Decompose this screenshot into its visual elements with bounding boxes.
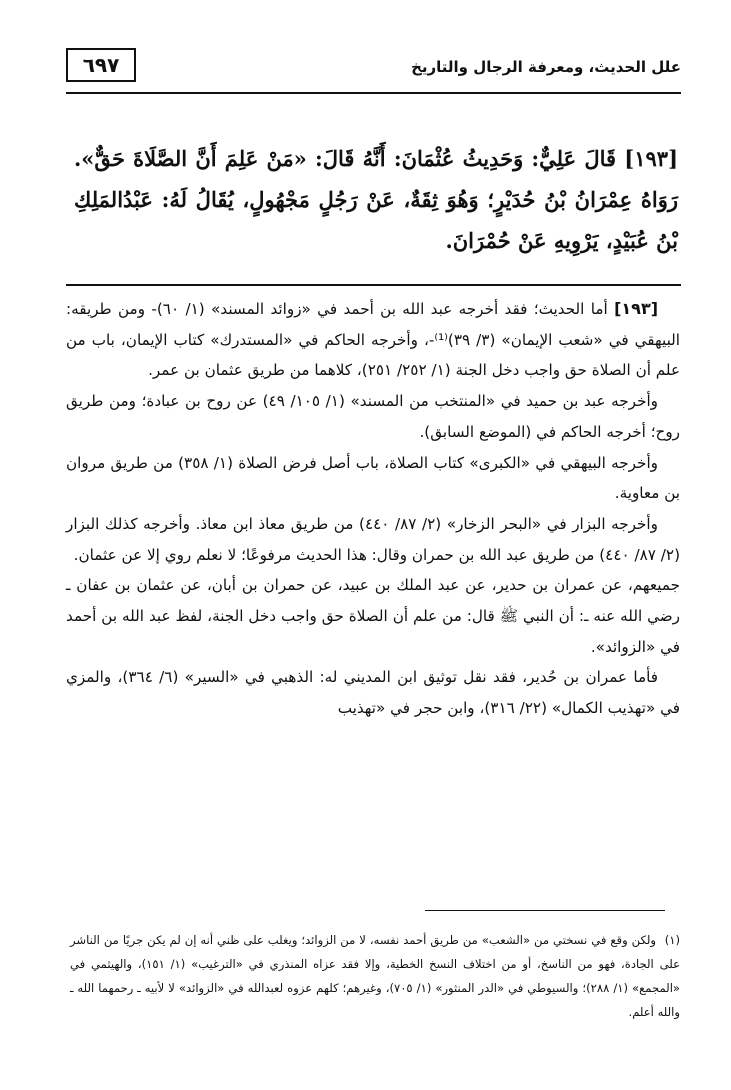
commentary-number: [١٩٣] [614,299,659,318]
commentary-paragraph: وأخرجه البزار في «البحر الزخار» (٢/ ٨٧/ ٤٤٠) من طريق معاذ ابن معاذ. وأخرجه كذلك البزار (٢/ ٨٧/ ٤٤٠) من طريق عبد الله بن حمران وقال: هذا الحديث مرفوعًا؛ لا نعلم روي إلا عن عثمان. [66,514,680,564]
commentary-block [66,294,680,724]
footnote-marker: (١) [664,933,680,947]
section-divider [66,284,681,286]
page-number: ٦٩٧ [66,48,136,82]
header-divider [66,92,681,94]
page-header [66,44,681,92]
commentary-paragraph [66,294,680,386]
footnotes-block [70,928,680,1024]
commentary-paragraph: وأخرجه عبد بن حميد في «المنتخب من المسند» (١/ ١٠٥/ ٤٩) عن روح بن عبادة؛ ومن طريق روح؛ أخرجه الحاكم في (الموضع السابق). [66,392,680,441]
footnote [70,928,680,1024]
commentary-paragraph: فأما عمران بن حُدير، فقد نقل توثيق ابن المديني له: الذهبي في «السير» (٦/ ٣٦٤)، والمزي في «تهذيب الكمال» (٢٢/ ٣١٦)، وابن حجر في «تهذيب [66,668,680,718]
commentary-paragraph: جميعهم، عن عمران بن حدير، عن عبد الملك بن عبيد، عن حمران بن أبان، عن عثمان بن عفان ـ رضي الله عنه ـ: أن النبي ﷺ قال: من علم أن الصلاة حق واجب دخل الجنة، لفظ عبد الله بن أحمد في «الزوائد». [66,576,680,656]
footnote-text: ولكن وقع في نسختي من «الشعب» من طريق أحمد نفسه، لا من الزوائد؛ ويغلب على ظني أنه إن لم يكن جريًا من الناشر على الجادة، فهو من الناسخ، أو من اختلاف النسخ الخطية، وإلا فقد عزاه المنذري في «الترغيب» (١/ ١٥١)، والهيثمي في «المجمع» (١/ ٢٨٨)؛ والسيوطي في «الدر المنثور» (١/ ٧٠٥)، وغيرهم؛ كلهم عزوه لعبدالله في «الزوائد» لا لأبيه ـ رحمهما الله ـ والله أعلم. [70,933,681,1019]
running-title: علل الحديث، ومعرفة الرجال والتاريخ [411,58,681,76]
commentary-text: أما الحديث؛ فقد أخرجه عبد الله بن أحمد في «زوائد المسند» (١/ ٦٠)- ومن طريقه: البيهقي في «شعب الإيمان» (٣/ ٣٩)⁽¹⁾-، وأخرجه الحاكم في «المستدرك» كتاب الإيمان، باب من علم أن الصلاة حق واجب دخل الجنة (١/ ٢٥٢/ ٢٥١)، كلاهما من طريق عثمان بن عمر. [66,300,680,380]
commentary-paragraph: وأخرجه البيهقي في «الكبرى» كتاب الصلاة، باب أصل فرض الصلاة (١/ ٣٥٨) من طريق مروان بن معاوية. [66,453,680,503]
footnote-divider [425,910,665,911]
main-text-number: [١٩٣] [624,146,679,171]
main-text-block [74,138,678,261]
main-text-body: قَالَ عَلِيٌّ: وَحَدِيثُ عُثْمَانَ: أَنَّهُ قَالَ: «مَنْ عَلِمَ أَنَّ الصَّلَاةَ حَقٌّ». رَوَاهُ عِمْرَانُ بْنُ حُدَيْرٍ؛ وَهُوَ ثِقَةٌ، عَنْ رَجُلٍ مَجْهُولٍ، يُقَالُ لَهُ: عَبْدُالمَلِكِ بْنُ عُبَيْدٍ، يَرْوِيهِ عَنْ حُمْرَانَ. [74,146,678,253]
